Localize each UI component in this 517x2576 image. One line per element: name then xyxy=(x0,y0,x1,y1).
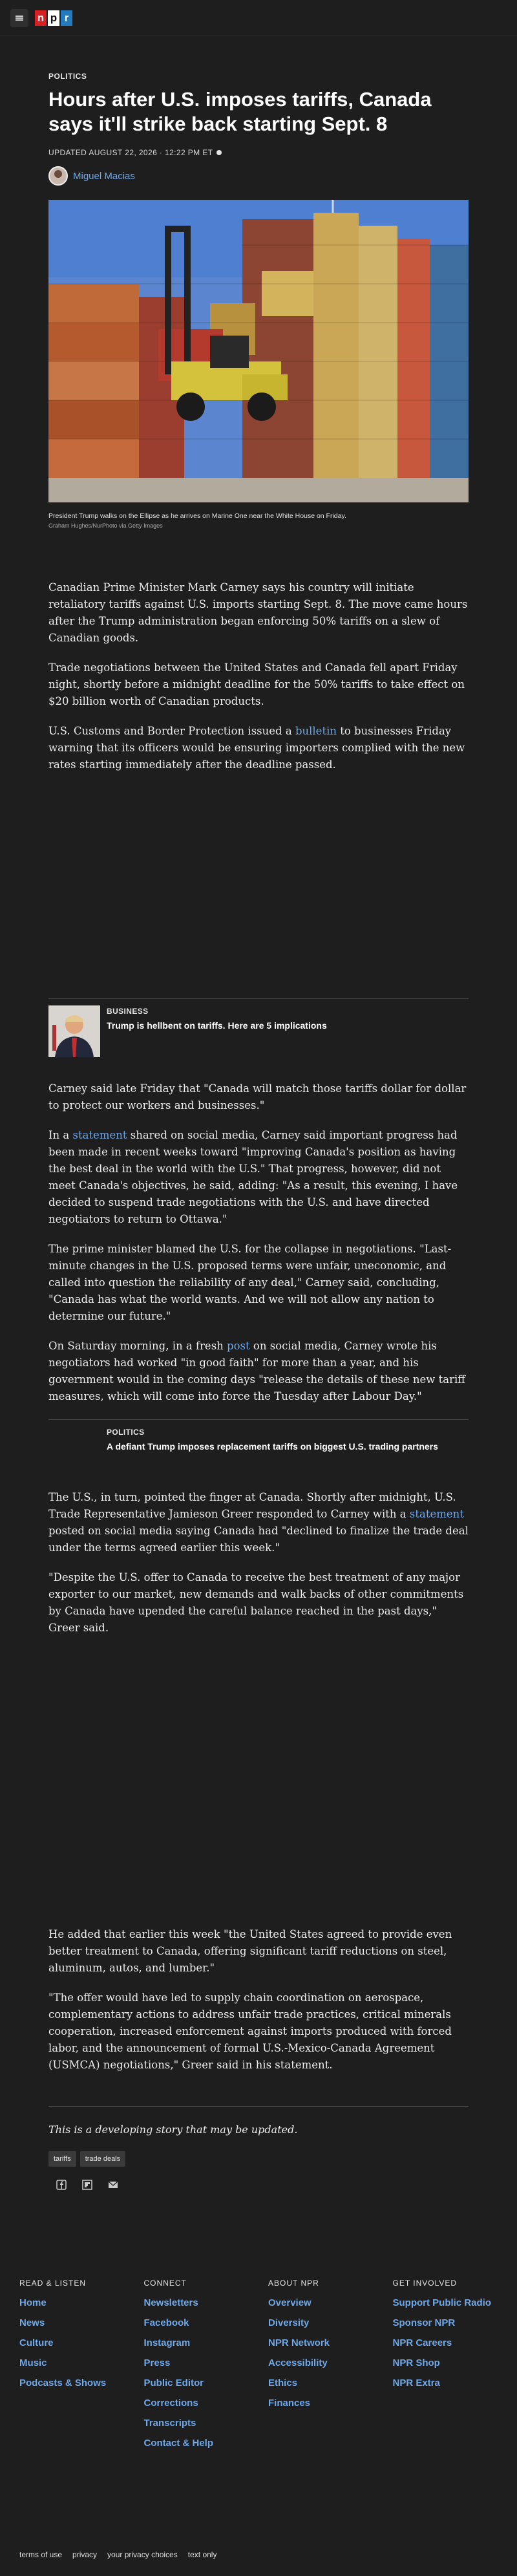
footer-link-contact-help[interactable]: Contact & Help xyxy=(143,2438,214,2449)
footer-link-corrections[interactable]: Corrections xyxy=(143,2398,198,2409)
tag-list xyxy=(48,2151,469,2167)
related-story-thumbnail[interactable] xyxy=(48,1005,100,1057)
paragraph-5-text-b: shared on social media, Carney said important progress had been made in recent weeks toward "improving Canada's position as having the best deal in the world with the U.S." That progress, however, did not meet Canada's objectives, he said, adding: "As a result, this evening, I have decided to suspend trade negotiations with the U.S. and have directed negotiators to return to Ottawa." xyxy=(48,1129,458,1225)
author-link[interactable]: Miguel Macias xyxy=(73,170,135,182)
footer-link-press[interactable]: Press xyxy=(143,2357,171,2368)
footer-link-culture[interactable]: Culture xyxy=(19,2337,54,2348)
footer-privacy-link[interactable]: privacy xyxy=(72,2550,98,2559)
tag-tariffs[interactable]: tariffs xyxy=(48,2151,76,2167)
paragraph-8-text-b: posted on social media saying Canada had "declined to finalize the trade deal under the terms agreed earlier this week." xyxy=(48,1525,469,1554)
paragraph-5-text-a: In a xyxy=(48,1129,73,1141)
update-dot-icon xyxy=(216,150,222,155)
dateline-text: UPDATED AUGUST 22, 2026 · 12:22 PM ET xyxy=(48,148,213,157)
paragraph-3-text-b: to businesses Friday warning that its officers would be ensuring importers complied with the new rates starting immediately after the deadline passed. xyxy=(48,725,465,771)
related-story-2-label[interactable]: POLITICS xyxy=(107,1428,145,1437)
footer-col-about xyxy=(268,2279,393,2457)
related-story-label[interactable]: BUSINESS xyxy=(107,1007,149,1016)
footer-link-diversity[interactable]: Diversity xyxy=(268,2317,310,2328)
related-story-card[interactable] xyxy=(48,998,469,1057)
paragraph-8-text-a: The U.S., in turn, pointed the finger at Canada. Shortly after midnight, U.S. Trade Representative Jamieson Greer responded to Carney with a xyxy=(48,1491,456,1520)
flipboard-icon[interactable] xyxy=(82,2180,92,2190)
paragraph-8 xyxy=(48,1489,469,1556)
paragraph-7-text-b: on social media, Carney wrote his negotiators had worked "in good faith" for more than a year, and his government would in the coming days "release the details of these new tariff measures, which will come into force the Tuesday after Labour Day." xyxy=(48,1340,465,1402)
logo-letter-r: r xyxy=(61,10,72,26)
developing-note: This is a developing story that may be updated. xyxy=(48,2106,469,2136)
menu-icon[interactable] xyxy=(10,9,28,27)
footer-col-connect xyxy=(144,2279,269,2457)
footer-link-ethics[interactable]: Ethics xyxy=(268,2377,298,2388)
footer-heading: ABOUT NPR xyxy=(268,2279,319,2288)
article xyxy=(48,72,469,2190)
footer-terms-link[interactable]: terms of use xyxy=(19,2550,63,2559)
ad-space-2 xyxy=(48,1637,469,1913)
bulletin-link[interactable]: bulletin xyxy=(295,725,337,737)
footer-col-read-listen xyxy=(19,2279,144,2457)
related-story-card-2[interactable] xyxy=(48,1419,469,1453)
footer-col-get-involved xyxy=(393,2279,517,2457)
footer-link-overview[interactable]: Overview xyxy=(268,2297,311,2308)
paragraph-10: He added that earlier this week "the United States agreed to provide even better treatment to Canada, offering significant tariff reductions on steel, aluminum, autos, and lumber." xyxy=(48,1928,452,1974)
ad-space xyxy=(48,773,469,972)
trump-portrait-image xyxy=(48,1005,100,1057)
footer-link-music[interactable]: Music xyxy=(19,2357,47,2368)
footer-link-shop[interactable]: NPR Shop xyxy=(392,2357,440,2368)
paragraph-5 xyxy=(48,1127,469,1228)
footer-heading: GET INVOLVED xyxy=(392,2279,458,2288)
byline xyxy=(48,166,469,186)
paragraph-7 xyxy=(48,1338,469,1405)
footer-link-npr-network[interactable]: NPR Network xyxy=(268,2337,330,2348)
post-link[interactable]: post xyxy=(227,1340,250,1352)
paragraph-9: "Despite the U.S. offer to Canada to receive the best treatment of any major exporter to our market, new demands and walk backs of other commitments by Canada have upended the careful balance reached in the past days," Greer said. xyxy=(48,1571,464,1634)
section-label[interactable]: POLITICS xyxy=(48,72,87,81)
paragraph-7-text-a: On Saturday morning, in a fresh xyxy=(48,1340,227,1352)
footer-link-home[interactable]: Home xyxy=(19,2297,47,2308)
footer-link-extra[interactable]: NPR Extra xyxy=(392,2377,440,2388)
footer-link-instagram[interactable]: Instagram xyxy=(143,2337,191,2348)
paragraph-3-text-a: U.S. Customs and Border Protection issued a xyxy=(48,725,295,737)
tag-trade-deals[interactable]: trade deals xyxy=(80,2151,125,2167)
greer-statement-link[interactable]: statement xyxy=(409,1508,464,1520)
paragraph-6: The prime minister blamed the U.S. for the collapse in negotiations. "Last-minute changes in the U.S. proposed terms were unfair, uneconomic, and called into question the reliability of any deal," Carney said, concluding, "Canada has what the world wants. And we will not allow any nation to determine our future." xyxy=(48,1243,452,1322)
container-yard-image xyxy=(48,200,469,502)
footer-link-finances[interactable]: Finances xyxy=(268,2398,311,2409)
headline: Hours after U.S. imposes tariffs, Canada says it'll strike back starting Sept. 8 xyxy=(48,88,432,135)
footer-columns xyxy=(0,2279,517,2457)
footer-heading: READ & LISTEN xyxy=(19,2279,87,2288)
email-icon[interactable] xyxy=(108,2180,118,2190)
footer-link-podcasts[interactable]: Podcasts & Shows xyxy=(19,2377,107,2388)
footer-link-public-editor[interactable]: Public Editor xyxy=(143,2377,204,2388)
paragraph-4: Carney said late Friday that "Canada will match those tariffs dollar for dollar to protect our workers and businesses." xyxy=(48,1082,467,1111)
footer-link-accessibility[interactable]: Accessibility xyxy=(268,2357,328,2368)
top-bar xyxy=(0,0,517,36)
related-story-text xyxy=(107,1005,327,1057)
footer-privacy-choices-link[interactable]: your privacy choices xyxy=(107,2550,178,2559)
footer-link-news[interactable]: News xyxy=(19,2317,45,2328)
footer-heading: CONNECT xyxy=(143,2279,187,2288)
facebook-icon[interactable] xyxy=(56,2180,67,2190)
carney-statement-link[interactable]: statement xyxy=(72,1129,127,1141)
footer-text-only-link[interactable]: text only xyxy=(187,2550,217,2559)
lead-photo[interactable] xyxy=(48,200,469,502)
related-story-2-title[interactable]: A defiant Trump imposes replacement tariffs on biggest U.S. trading partners xyxy=(107,1441,438,1452)
footer-link-newsletters[interactable]: Newsletters xyxy=(143,2297,198,2308)
site-footer xyxy=(0,2279,517,2576)
author-avatar[interactable] xyxy=(48,166,68,186)
footer-legal-links xyxy=(19,2550,216,2559)
paragraph-2: Trade negotiations between the United States and Canada fell apart Friday night, shortly before a midnight deadline for the 50% tariffs to take effect on $20 billion worth of Canadian products. xyxy=(48,661,465,707)
npr-logo[interactable] xyxy=(35,10,72,26)
related-story-title[interactable]: Trump is hellbent on tariffs. Here are 5 implications xyxy=(107,1020,327,1031)
photo-credit: Graham Hughes/NurPhoto via Getty Images xyxy=(48,522,163,529)
paragraph-1: Canadian Prime Minister Mark Carney says his country will initiate retaliatory tariffs against U.S. imports starting Sept. 8. The move came hours after the Trump administration began enforcing 50% tariffs on a slew of Canadian goods. xyxy=(48,581,468,644)
footer-link-facebook[interactable]: Facebook xyxy=(143,2317,189,2328)
dateline xyxy=(48,148,469,157)
logo-letter-p: p xyxy=(48,10,59,26)
paragraph-11: "The offer would have led to supply chain coordination on aerospace, complementary actions to address unfair trade practices, critical minerals cooperation, increased enforcement against imports produced with forced labor, and the announcement of formal U.S.-Mexico-Canada Agreement (USMCA) negotiations," Greer said in his statement. xyxy=(48,1991,452,2071)
footer-link-transcripts[interactable]: Transcripts xyxy=(143,2418,196,2429)
paragraph-3 xyxy=(48,723,469,773)
footer-link-careers[interactable]: NPR Careers xyxy=(392,2337,452,2348)
logo-letter-n: n xyxy=(35,10,47,26)
photo-caption: President Trump walks on the Ellipse as he arrives on Marine One near the White House on Friday. xyxy=(48,512,346,520)
share-tools xyxy=(48,2180,469,2190)
footer-link-support[interactable]: Support Public Radio xyxy=(392,2297,491,2308)
footer-link-sponsor[interactable]: Sponsor NPR xyxy=(392,2317,456,2328)
